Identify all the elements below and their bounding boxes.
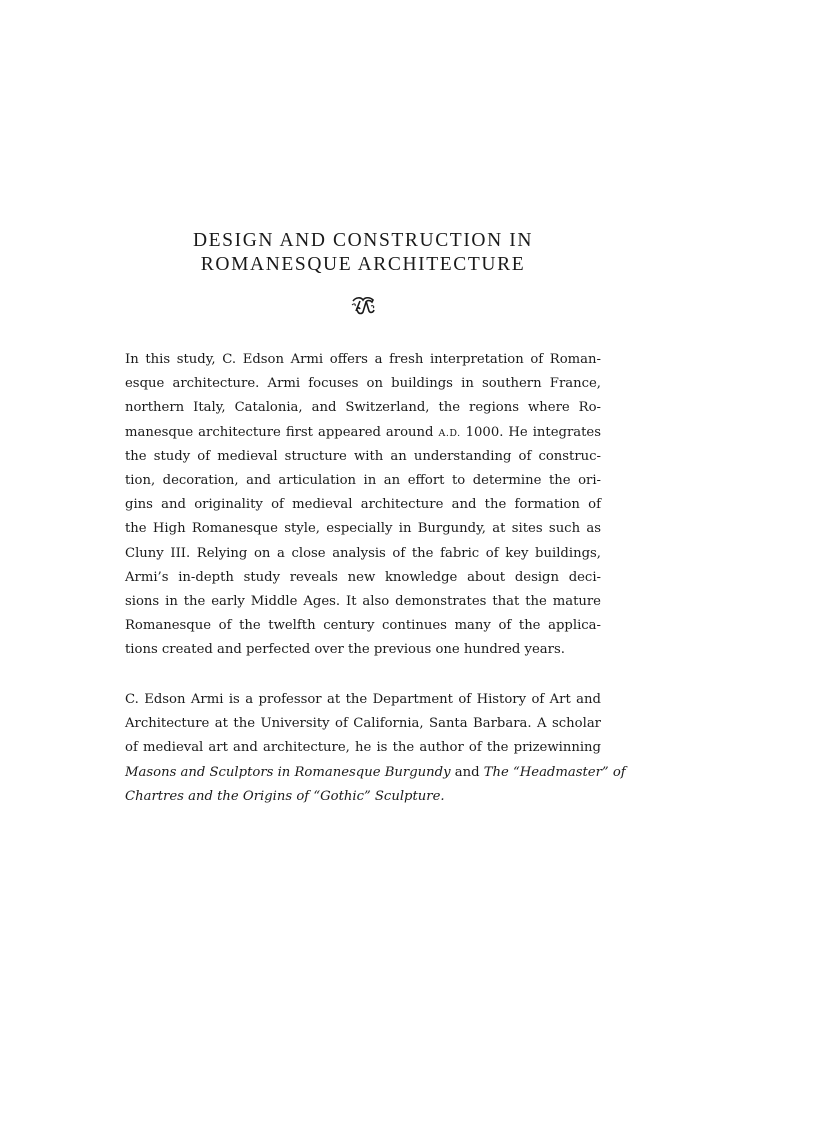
text-line: Romanesque of the twelfth century continues many of the applica- (125, 618, 601, 634)
author-bio-paragraph (125, 688, 626, 809)
text-line: tions created and perfected over the previous one hundred years. (125, 642, 565, 658)
book-title: Masons and Sculptors in Romanesque Burgundy (125, 764, 451, 780)
text-line (125, 421, 601, 445)
text-line: the High Romanesque style, especially in Burgundy, at sites such as (125, 521, 601, 537)
era-abbreviation: A.D. (438, 427, 461, 439)
page-title-line-1: DESIGN AND CONSTRUCTION IN (192, 230, 534, 251)
text-line: Architecture at the University of California, Santa Barbara. A scholar (125, 716, 601, 732)
book-title: Chartres and the Origins of “Gothic” Sculpture. (125, 788, 445, 804)
text-line: the study of medieval structure with an understanding of construc- (125, 448, 601, 464)
text-line: tion, decoration, and articulation in an effort to determine the ori- (125, 472, 601, 488)
text-line: sions in the early Middle Ages. It also demonstrates that the mature (125, 593, 601, 609)
text-line: gins and originality of medieval architecture and the formation of (125, 497, 601, 513)
text-segment: and (450, 764, 484, 780)
text-line: of medieval art and architecture, he is the author of the prizewinning (125, 740, 601, 756)
text-segment: 1000. He integrates (460, 424, 601, 440)
text-line: In this study, C. Edson Armi offers a fresh interpretation of Roman- (125, 352, 601, 367)
text-line: Cluny III. Relying on a close analysis of the fabric of key buildings, (125, 545, 601, 561)
book-title: The “Headmaster” of (483, 764, 626, 780)
text-line (125, 761, 626, 785)
text-line: northern Italy, Catalonia, and Switzerland, the regions where Ro- (125, 400, 601, 416)
page-title-line-2: ROMANESQUE ARCHITECTURE (200, 254, 526, 275)
text-line: Armi’s in-depth study reveals new knowledge about design deci- (125, 569, 601, 585)
text-segment: manesque architecture first appeared around (125, 424, 439, 440)
text-line: C. Edson Armi is a professor at the Department of History of Art and (125, 692, 601, 707)
description-paragraph (125, 348, 601, 662)
flourish-ornament-icon (350, 296, 376, 316)
text-line: esque architecture. Armi focuses on buildings in southern France, (125, 376, 601, 392)
